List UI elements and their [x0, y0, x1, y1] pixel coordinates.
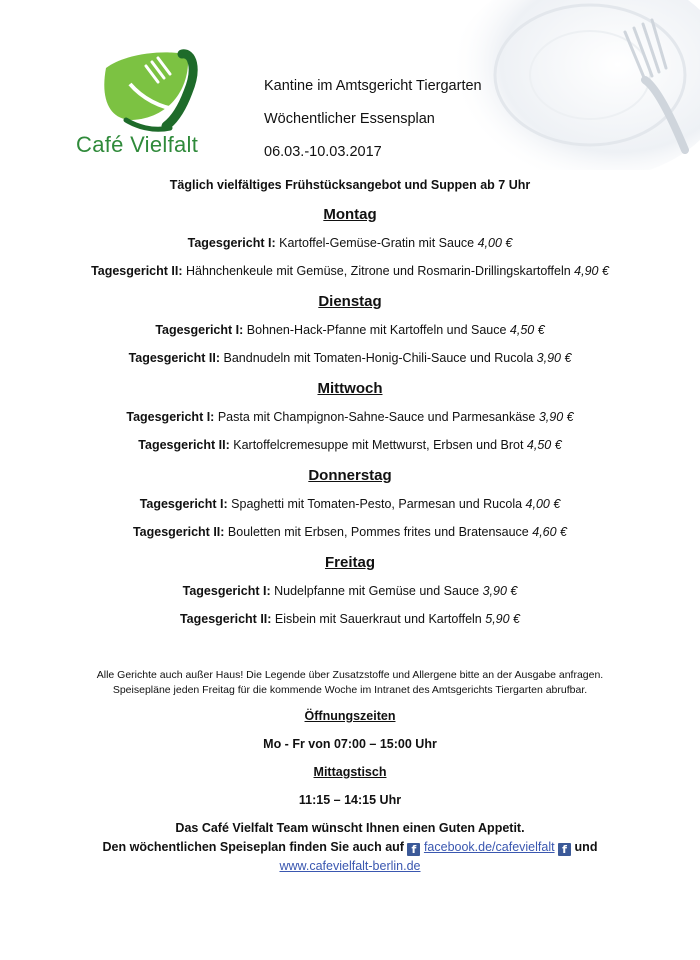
dish-dienstag-2	[0, 351, 700, 365]
dish-dienstag-1	[0, 323, 700, 337]
dish-text: Hähnchenkeule mit Gemüse, Zitrone und Rosmarin-Drillingskartoffeln	[186, 264, 571, 278]
day-title-freitag: Freitag	[324, 554, 375, 571]
dish-montag-2	[0, 264, 700, 278]
dish-label: Tagesgericht II:	[132, 525, 225, 539]
day-title-dienstag: Dienstag	[318, 293, 382, 310]
day-title-montag: Montag	[323, 206, 377, 223]
footer-links-line	[0, 840, 700, 856]
opening-hours-title: Öffnungszeiten	[304, 709, 396, 723]
website-link[interactable]: www.cafevielfalt-berlin.de	[279, 859, 421, 873]
dish-price: 4,00 €	[477, 236, 513, 250]
footer-text-before: Den wöchentlichen Speiseplan finden Sie auch auf	[102, 840, 404, 854]
lunch-title: Mittagstisch	[313, 765, 387, 779]
dish-donnerstag-2	[0, 525, 700, 539]
dish-montag-1	[0, 236, 700, 250]
dish-text: Bohnen-Hack-Pfanne mit Kartoffeln und Sauce	[246, 323, 507, 337]
dish-text: Spaghetti mit Tomaten-Pesto, Parmesan und Rucola	[231, 497, 523, 511]
dish-price: 3,90 €	[482, 584, 518, 598]
dish-price: 4,50 €	[526, 438, 562, 452]
dish-text: Nudelpfanne mit Gemüse und Sauce	[274, 584, 480, 598]
dish-price: 4,50 €	[509, 323, 545, 337]
dish-price: 3,90 €	[538, 410, 574, 424]
dish-donnerstag-1	[0, 497, 700, 511]
note-line-2: Speisepläne jeden Freitag für die kommende Woche im Intranet des Amtsgerichts Tiergarten abrufbar.	[112, 684, 588, 696]
day-title-donnerstag: Donnerstag	[308, 467, 392, 484]
canteen-name: Kantine im Amtsgericht Tiergarten	[264, 78, 482, 94]
opening-hours-value: Mo - Fr von 07:00 – 15:00 Uhr	[263, 737, 437, 751]
dish-price: 4,90 €	[574, 264, 609, 278]
header-block	[264, 76, 482, 175]
dish-label: Tagesgericht I:	[139, 497, 228, 511]
note-line-1: Alle Gerichte auch außer Haus! Die Legende über Zusatzstoffe und Allergene bitte an der Ausgabe anfragen.	[96, 669, 604, 681]
dish-text: Bandnudeln mit Tomaten-Honig-Chili-Sauce und Rucola	[223, 351, 534, 365]
facebook-icon: f	[407, 843, 420, 856]
dish-freitag-2	[0, 612, 700, 626]
dish-label: Tagesgericht II:	[138, 438, 230, 452]
dish-label: Tagesgericht II:	[179, 612, 272, 626]
lunch-value: 11:15 – 14:15 Uhr	[298, 793, 402, 807]
dish-freitag-1	[0, 584, 700, 598]
dish-label: Tagesgericht II:	[128, 351, 221, 365]
footer-greeting: Das Café Vielfalt Team wünscht Ihnen einen Guten Appetit.	[175, 821, 525, 835]
dish-label: Tagesgericht I:	[126, 410, 215, 424]
logo-text: Café Vielfalt	[76, 132, 199, 157]
dish-price: 4,00 €	[525, 497, 561, 511]
dish-text: Kartoffel-Gemüse-Gratin mit Sauce	[279, 236, 475, 250]
dish-price: 3,90 €	[536, 351, 572, 365]
website-line	[0, 859, 700, 873]
dish-text: Kartoffelcremesuppe mit Mettwurst, Erbsen und Brot	[233, 438, 524, 452]
facebook-icon: f	[558, 843, 571, 856]
facebook-link[interactable]: facebook.de/cafevielfalt	[423, 840, 555, 854]
dish-text: Bouletten mit Erbsen, Pommes frites und Bratensauce	[227, 525, 529, 539]
footer-text-after: und	[574, 840, 598, 854]
dish-mittwoch-2	[0, 438, 700, 452]
dish-price: 4,60 €	[532, 525, 568, 539]
dish-text: Pasta mit Champignon-Sahne-Sauce und Parmesankäse	[217, 410, 536, 424]
dish-price: 5,90 €	[485, 612, 521, 626]
dish-label: Tagesgericht I:	[155, 323, 244, 337]
day-title-mittwoch: Mittwoch	[317, 380, 383, 397]
dish-text: Eisbein mit Sauerkraut und Kartoffeln	[274, 612, 482, 626]
dish-label: Tagesgericht I:	[187, 236, 276, 250]
breakfast-intro: Täglich vielfältiges Frühstücksangebot und Suppen ab 7 Uhr	[169, 178, 531, 192]
plan-title: Wöchentlicher Essensplan	[264, 111, 435, 127]
dish-label: Tagesgericht II:	[91, 264, 183, 278]
dish-label: Tagesgericht I:	[182, 584, 271, 598]
plan-dates: 06.03.-10.03.2017	[264, 144, 382, 160]
dish-mittwoch-1	[0, 410, 700, 424]
